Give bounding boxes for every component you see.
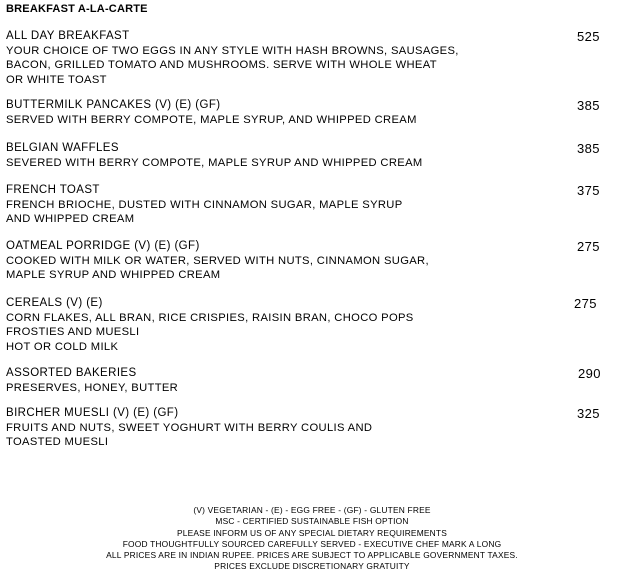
item-description-line: YOUR CHOICE OF TWO EGGS IN ANY STYLE WITH HASH BROWNS, SAUSAGES, (6, 45, 459, 57)
dietary-requirements-note: PLEASE INFORM US OF ANY SPECIAL DIETARY REQUIREMENTS (176, 527, 448, 538)
item-price: 375 (577, 183, 600, 198)
item-price: 385 (577, 141, 600, 156)
dietary-legend: (V) VEGETARIAN - (E) - EGG FREE - (GF) - GLUTEN FREE (193, 505, 431, 515)
msc-note: MSC - CERTIFIED SUSTAINABLE FISH OPTION (215, 516, 409, 527)
item-name: OATMEAL PORRIDGE (V) (E) (GF) (6, 240, 200, 252)
item-name: BIRCHER MUESLI (V) (E) (GF) (6, 407, 179, 419)
item-name: CEREALS (V) (E) (6, 297, 103, 309)
item-description-line: TOASTED MUESLI (6, 436, 109, 449)
menu-footer (0, 505, 624, 573)
item-name: ASSORTED BAKERIES (6, 367, 137, 379)
item-price: 385 (577, 98, 600, 113)
item-price: 290 (578, 366, 601, 381)
item-price: 325 (577, 406, 600, 421)
item-name: ALL DAY BREAKFAST (6, 30, 130, 42)
menu-item-buttermilk-pancakes (6, 98, 610, 127)
item-description-line: COOKED WITH MILK OR WATER, SERVED WITH NUTS, CINNAMON SUGAR, (6, 255, 429, 267)
item-description-line: PRESERVES, HONEY, BUTTER (6, 382, 179, 394)
item-description-line: BACON, GRILLED TOMATO AND MUSHROOMS. SERVE WITH WHOLE WHEAT (6, 59, 437, 72)
menu-item-assorted-bakeries (6, 366, 610, 395)
item-description-line: SERVED WITH BERRY COMPOTE, MAPLE SYRUP, AND WHIPPED CREAM (6, 114, 417, 126)
menu-item-french-toast (6, 183, 610, 227)
menu-item-oatmeal-porridge (6, 239, 610, 283)
item-description-line: FRUITS AND NUTS, SWEET YOGHURT WITH BERRY COULIS AND (6, 422, 373, 434)
item-description-line: FRENCH BRIOCHE, DUSTED WITH CINNAMON SUGAR, MAPLE SYRUP (6, 199, 403, 211)
item-description-line: HOT OR COLD MILK (6, 340, 119, 353)
chef-note: FOOD THOUGHTFULLY SOURCED CAREFULLY SERVED - EXECUTIVE CHEF MARK A LONG (122, 538, 502, 549)
menu-item-all-day-breakfast (6, 29, 610, 87)
gratuity-note: PRICES EXCLUDE DISCRETIONARY GRATUITY (214, 561, 410, 572)
pricing-note: ALL PRICES ARE IN INDIAN RUPEE. PRICES ARE SUBJECT TO APPLICABLE GOVERNMENT TAXES. (106, 550, 518, 561)
item-description-line: FROSTIES AND MUESLI (6, 326, 140, 339)
menu-item-belgian-waffles (6, 141, 610, 170)
menu-item-bircher-muesli (6, 406, 610, 450)
menu-item-cereals (6, 296, 610, 354)
item-description-line: AND WHIPPED CREAM (6, 213, 135, 226)
item-name: FRENCH TOAST (6, 184, 100, 196)
item-description-line: SEVERED WITH BERRY COMPOTE, MAPLE SYRUP AND WHIPPED CREAM (6, 157, 423, 169)
item-description-line: MAPLE SYRUP AND WHIPPED CREAM (6, 269, 221, 282)
item-name: BUTTERMILK PANCAKES (V) (E) (GF) (6, 99, 221, 111)
item-description-line: OR WHITE TOAST (6, 73, 107, 86)
item-price: 525 (577, 29, 600, 44)
item-name: BELGIAN WAFFLES (6, 142, 119, 154)
item-description-line: CORN FLAKES, ALL BRAN, RICE CRISPIES, RAISIN BRAN, CHOCO POPS (6, 312, 414, 324)
item-price: 275 (577, 239, 600, 254)
menu-title: BREAKFAST A-LA-CARTE (6, 3, 148, 15)
item-price: 275 (574, 296, 597, 311)
